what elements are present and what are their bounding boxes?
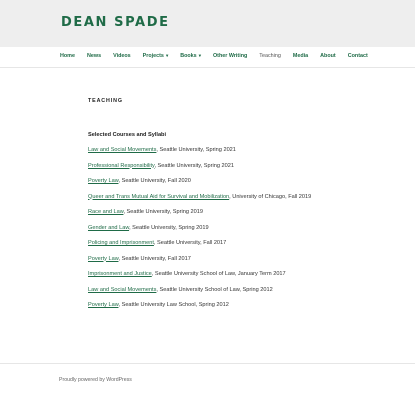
course-item bbox=[88, 163, 311, 179]
nav-item-label: Media bbox=[292, 53, 309, 59]
course-item bbox=[88, 287, 311, 303]
course-details: , Seattle University Law School, Spring 2012 bbox=[118, 302, 229, 308]
course-syllabus-link[interactable]: Poverty Law bbox=[88, 255, 119, 262]
course-item bbox=[88, 194, 311, 210]
course-item bbox=[88, 302, 311, 318]
nav-item-news[interactable] bbox=[87, 53, 101, 59]
course-syllabus-link[interactable]: Race and Law bbox=[88, 209, 124, 215]
nav-item-label: News bbox=[86, 53, 102, 59]
nav-item-teaching[interactable] bbox=[259, 53, 281, 59]
course-details: , Seattle University School of Law, Spring 2012 bbox=[156, 286, 273, 293]
course-list bbox=[88, 147, 311, 318]
footer-divider bbox=[0, 363, 415, 364]
nav-item-label: About bbox=[320, 53, 336, 59]
course-details: , Seattle University, Spring 2021 bbox=[154, 162, 234, 169]
course-syllabus-link[interactable]: Law and Social Movements bbox=[88, 286, 157, 293]
course-item bbox=[88, 147, 311, 163]
nav-item-label: Videos bbox=[113, 53, 131, 59]
course-details: , Seattle University, Fall 2017 bbox=[118, 255, 191, 262]
nav-item-videos[interactable] bbox=[113, 53, 131, 59]
chevron-down-icon: ▾ bbox=[198, 53, 201, 58]
course-syllabus-link[interactable]: Poverty Law bbox=[88, 302, 119, 308]
course-details: , Seattle University School of Law, January Term 2017 bbox=[151, 271, 286, 277]
course-syllabus-link[interactable]: Policing and Imprisonment bbox=[88, 240, 154, 246]
course-item bbox=[88, 225, 311, 241]
footer-credit-link[interactable]: Proudly powered by WordPress bbox=[59, 377, 132, 383]
nav-item-label: Teaching bbox=[259, 53, 281, 59]
course-item bbox=[88, 240, 311, 256]
main-navigation bbox=[0, 47, 415, 68]
nav-list bbox=[60, 53, 380, 59]
page-title: TEACHING bbox=[88, 98, 123, 104]
nav-item-media[interactable] bbox=[293, 53, 308, 59]
course-syllabus-link[interactable]: Gender and Law bbox=[88, 224, 130, 231]
site-title[interactable]: DEAN SPADE bbox=[61, 15, 170, 30]
nav-item-projects[interactable] bbox=[143, 53, 169, 59]
course-item bbox=[88, 209, 311, 225]
nav-item-home[interactable] bbox=[60, 53, 75, 59]
course-syllabus-link[interactable]: Queer and Trans Mutual Aid for Survival and Mobilization bbox=[88, 193, 230, 200]
nav-item-label: Home bbox=[60, 53, 75, 59]
nav-item-label: Contact bbox=[347, 53, 368, 59]
course-details: , University of Chicago, Fall 2019 bbox=[229, 193, 312, 200]
course-syllabus-link[interactable]: Imprisonment and Justice bbox=[88, 271, 152, 277]
nav-item-other-writing[interactable] bbox=[213, 53, 247, 59]
section-heading: Selected Courses and Syllabi bbox=[88, 132, 167, 138]
chevron-down-icon: ▾ bbox=[165, 53, 169, 58]
nav-item-label: Books bbox=[180, 53, 197, 59]
course-details: , Seattle University, Spring 2021 bbox=[156, 147, 236, 153]
course-item bbox=[88, 271, 311, 287]
course-item bbox=[88, 178, 311, 194]
course-details: , Seattle University, Spring 2019 bbox=[123, 209, 203, 215]
nav-item-about[interactable] bbox=[320, 53, 336, 59]
nav-item-label: Other Writing bbox=[212, 53, 248, 59]
course-details: , Seattle University, Spring 2019 bbox=[129, 224, 209, 231]
nav-item-contact[interactable] bbox=[348, 53, 368, 59]
course-item bbox=[88, 256, 311, 272]
nav-item-label: Projects bbox=[142, 53, 164, 59]
course-details: , Seattle University, Fall 2017 bbox=[153, 240, 227, 246]
nav-item-books[interactable] bbox=[180, 53, 201, 59]
course-details: , Seattle University, Fall 2020 bbox=[118, 178, 191, 184]
site-header bbox=[0, 0, 415, 47]
course-syllabus-link[interactable]: Poverty Law bbox=[88, 178, 119, 184]
course-syllabus-link[interactable]: Law and Social Movements bbox=[88, 147, 157, 153]
course-syllabus-link[interactable]: Professional Responsibility bbox=[88, 162, 155, 169]
